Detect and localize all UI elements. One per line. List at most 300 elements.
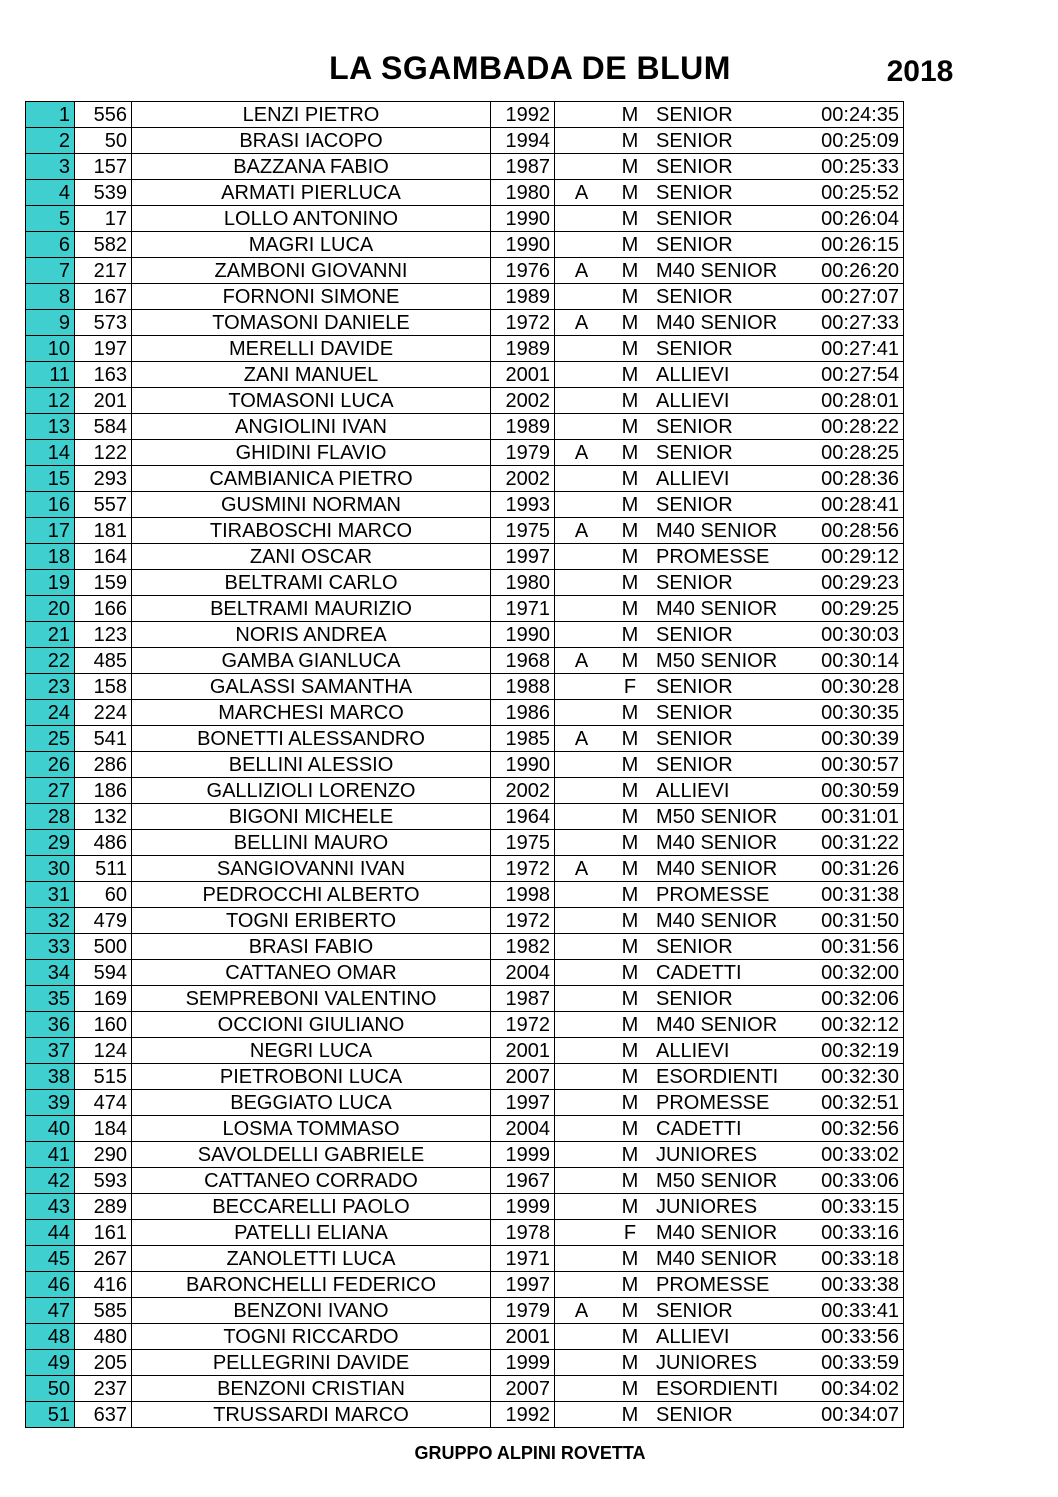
category-cell: SENIOR xyxy=(652,102,805,128)
finish-time-cell: 00:27:41 xyxy=(805,336,904,362)
sex-cell: M xyxy=(608,154,652,180)
finish-time-cell: 00:31:56 xyxy=(805,934,904,960)
bib-number-cell: 593 xyxy=(75,1168,132,1194)
finish-time-cell: 00:30:03 xyxy=(805,622,904,648)
table-row xyxy=(26,310,904,336)
sex-cell: M xyxy=(608,830,652,856)
bib-number-cell: 197 xyxy=(75,336,132,362)
table-row xyxy=(26,622,904,648)
sex-cell: M xyxy=(608,1194,652,1220)
category-cell: SENIOR xyxy=(652,752,805,778)
athlete-name-cell: BAZZANA FABIO xyxy=(132,154,491,180)
alpini-flag-cell xyxy=(555,466,609,492)
finish-time-cell: 00:28:36 xyxy=(805,466,904,492)
sex-cell: M xyxy=(608,206,652,232)
birth-year-cell: 2004 xyxy=(491,1116,555,1142)
bib-number-cell: 594 xyxy=(75,960,132,986)
table-row xyxy=(26,362,904,388)
birth-year-cell: 1972 xyxy=(491,856,555,882)
finish-time-cell: 00:28:25 xyxy=(805,440,904,466)
athlete-name-cell: CATTANEO CORRADO xyxy=(132,1168,491,1194)
category-cell: SENIOR xyxy=(652,1298,805,1324)
table-row xyxy=(26,1246,904,1272)
bib-number-cell: 541 xyxy=(75,726,132,752)
alpini-flag-cell xyxy=(555,700,609,726)
birth-year-cell: 1992 xyxy=(491,1402,555,1428)
finish-time-cell: 00:33:18 xyxy=(805,1246,904,1272)
sex-cell: M xyxy=(608,258,652,284)
finish-time-cell: 00:25:33 xyxy=(805,154,904,180)
birth-year-cell: 1999 xyxy=(491,1142,555,1168)
finish-time-cell: 00:32:12 xyxy=(805,1012,904,1038)
birth-year-cell: 1990 xyxy=(491,232,555,258)
position-cell: 38 xyxy=(26,1064,75,1090)
birth-year-cell: 1971 xyxy=(491,596,555,622)
birth-year-cell: 1999 xyxy=(491,1350,555,1376)
bib-number-cell: 582 xyxy=(75,232,132,258)
birth-year-cell: 2002 xyxy=(491,778,555,804)
table-row xyxy=(26,752,904,778)
category-cell: M40 SENIOR xyxy=(652,908,805,934)
bib-number-cell: 163 xyxy=(75,362,132,388)
bib-number-cell: 17 xyxy=(75,206,132,232)
finish-time-cell: 00:30:28 xyxy=(805,674,904,700)
finish-time-cell: 00:33:15 xyxy=(805,1194,904,1220)
athlete-name-cell: TOGNI RICCARDO xyxy=(132,1324,491,1350)
finish-time-cell: 00:30:35 xyxy=(805,700,904,726)
category-cell: M40 SENIOR xyxy=(652,596,805,622)
athlete-name-cell: BELTRAMI CARLO xyxy=(132,570,491,596)
position-cell: 39 xyxy=(26,1090,75,1116)
sex-cell: F xyxy=(608,1220,652,1246)
category-cell: SENIOR xyxy=(652,1402,805,1428)
category-cell: CADETTI xyxy=(652,960,805,986)
table-row xyxy=(26,726,904,752)
bib-number-cell: 539 xyxy=(75,180,132,206)
position-cell: 28 xyxy=(26,804,75,830)
category-cell: PROMESSE xyxy=(652,544,805,570)
sex-cell: M xyxy=(608,1402,652,1428)
position-cell: 5 xyxy=(26,206,75,232)
alpini-flag-cell xyxy=(555,336,609,362)
alpini-flag-cell xyxy=(555,882,609,908)
alpini-flag-cell xyxy=(555,830,609,856)
alpini-flag-cell xyxy=(555,206,609,232)
table-row xyxy=(26,232,904,258)
table-row xyxy=(26,700,904,726)
position-cell: 16 xyxy=(26,492,75,518)
bib-number-cell: 637 xyxy=(75,1402,132,1428)
table-row xyxy=(26,1038,904,1064)
sex-cell: M xyxy=(608,908,652,934)
position-cell: 7 xyxy=(26,258,75,284)
finish-time-cell: 00:31:01 xyxy=(805,804,904,830)
position-cell: 12 xyxy=(26,388,75,414)
position-cell: 17 xyxy=(26,518,75,544)
alpini-flag-cell xyxy=(555,986,609,1012)
position-cell: 27 xyxy=(26,778,75,804)
sex-cell: M xyxy=(608,648,652,674)
category-cell: SENIOR xyxy=(652,336,805,362)
sex-cell: M xyxy=(608,934,652,960)
sex-cell: M xyxy=(608,1324,652,1350)
table-row xyxy=(26,388,904,414)
position-cell: 45 xyxy=(26,1246,75,1272)
table-row xyxy=(26,1194,904,1220)
position-cell: 32 xyxy=(26,908,75,934)
table-row xyxy=(26,180,904,206)
sex-cell: M xyxy=(608,1116,652,1142)
table-row xyxy=(26,570,904,596)
sex-cell: M xyxy=(608,596,652,622)
category-cell: ALLIEVI xyxy=(652,778,805,804)
position-cell: 19 xyxy=(26,570,75,596)
alpini-flag-cell xyxy=(555,622,609,648)
athlete-name-cell: PATELLI ELIANA xyxy=(132,1220,491,1246)
bib-number-cell: 557 xyxy=(75,492,132,518)
category-cell: ALLIEVI xyxy=(652,388,805,414)
table-row xyxy=(26,856,904,882)
position-cell: 8 xyxy=(26,284,75,310)
position-cell: 33 xyxy=(26,934,75,960)
alpini-flag-cell xyxy=(555,128,609,154)
bib-number-cell: 511 xyxy=(75,856,132,882)
birth-year-cell: 2001 xyxy=(491,1038,555,1064)
table-row xyxy=(26,804,904,830)
finish-time-cell: 00:33:59 xyxy=(805,1350,904,1376)
alpini-flag-cell xyxy=(555,1194,609,1220)
birth-year-cell: 1997 xyxy=(491,544,555,570)
bib-number-cell: 160 xyxy=(75,1012,132,1038)
athlete-name-cell: ANGIOLINI IVAN xyxy=(132,414,491,440)
athlete-name-cell: CATTANEO OMAR xyxy=(132,960,491,986)
finish-time-cell: 00:34:07 xyxy=(805,1402,904,1428)
sex-cell: M xyxy=(608,986,652,1012)
finish-time-cell: 00:29:12 xyxy=(805,544,904,570)
sex-cell: M xyxy=(608,1350,652,1376)
birth-year-cell: 1989 xyxy=(491,284,555,310)
position-cell: 24 xyxy=(26,700,75,726)
table-row xyxy=(26,1298,904,1324)
alpini-flag-cell xyxy=(555,1324,609,1350)
position-cell: 42 xyxy=(26,1168,75,1194)
finish-time-cell: 00:24:35 xyxy=(805,102,904,128)
athlete-name-cell: ARMATI PIERLUCA xyxy=(132,180,491,206)
birth-year-cell: 1967 xyxy=(491,1168,555,1194)
category-cell: ALLIEVI xyxy=(652,466,805,492)
birth-year-cell: 1989 xyxy=(491,414,555,440)
birth-year-cell: 1997 xyxy=(491,1272,555,1298)
athlete-name-cell: BELLINI ALESSIO xyxy=(132,752,491,778)
category-cell: SENIOR xyxy=(652,570,805,596)
finish-time-cell: 00:32:00 xyxy=(805,960,904,986)
finish-time-cell: 00:32:06 xyxy=(805,986,904,1012)
bib-number-cell: 166 xyxy=(75,596,132,622)
birth-year-cell: 1990 xyxy=(491,206,555,232)
athlete-name-cell: PEDROCCHI ALBERTO xyxy=(132,882,491,908)
alpini-flag-cell xyxy=(555,1272,609,1298)
finish-time-cell: 00:31:50 xyxy=(805,908,904,934)
alpini-flag-cell xyxy=(555,1038,609,1064)
sex-cell: M xyxy=(608,388,652,414)
finish-time-cell: 00:27:33 xyxy=(805,310,904,336)
table-row xyxy=(26,154,904,180)
table-row xyxy=(26,1402,904,1428)
position-cell: 10 xyxy=(26,336,75,362)
birth-year-cell: 1972 xyxy=(491,908,555,934)
athlete-name-cell: MAGRI LUCA xyxy=(132,232,491,258)
finish-time-cell: 00:25:52 xyxy=(805,180,904,206)
finish-time-cell: 00:33:02 xyxy=(805,1142,904,1168)
alpini-flag-cell xyxy=(555,934,609,960)
finish-time-cell: 00:30:14 xyxy=(805,648,904,674)
category-cell: SENIOR xyxy=(652,934,805,960)
bib-number-cell: 186 xyxy=(75,778,132,804)
category-cell: SENIOR xyxy=(652,622,805,648)
finish-time-cell: 00:31:38 xyxy=(805,882,904,908)
bib-number-cell: 167 xyxy=(75,284,132,310)
table-row xyxy=(26,1272,904,1298)
category-cell: CADETTI xyxy=(652,1116,805,1142)
sex-cell: M xyxy=(608,1064,652,1090)
birth-year-cell: 1998 xyxy=(491,882,555,908)
position-cell: 44 xyxy=(26,1220,75,1246)
alpini-flag-cell xyxy=(555,1220,609,1246)
finish-time-cell: 00:28:01 xyxy=(805,388,904,414)
sex-cell: M xyxy=(608,1168,652,1194)
table-row xyxy=(26,778,904,804)
birth-year-cell: 1999 xyxy=(491,1194,555,1220)
finish-time-cell: 00:27:07 xyxy=(805,284,904,310)
athlete-name-cell: BONETTI ALESSANDRO xyxy=(132,726,491,752)
bib-number-cell: 585 xyxy=(75,1298,132,1324)
athlete-name-cell: ZAMBONI GIOVANNI xyxy=(132,258,491,284)
bib-number-cell: 224 xyxy=(75,700,132,726)
alpini-flag-cell xyxy=(555,1116,609,1142)
finish-time-cell: 00:26:04 xyxy=(805,206,904,232)
bib-number-cell: 289 xyxy=(75,1194,132,1220)
sex-cell: M xyxy=(608,1038,652,1064)
table-row xyxy=(26,986,904,1012)
alpini-flag-cell: A xyxy=(555,310,609,336)
finish-time-cell: 00:28:41 xyxy=(805,492,904,518)
alpini-flag-cell xyxy=(555,1246,609,1272)
finish-time-cell: 00:30:39 xyxy=(805,726,904,752)
alpini-flag-cell xyxy=(555,778,609,804)
position-cell: 41 xyxy=(26,1142,75,1168)
sex-cell: M xyxy=(608,1246,652,1272)
finish-time-cell: 00:31:26 xyxy=(805,856,904,882)
finish-time-cell: 00:30:59 xyxy=(805,778,904,804)
alpini-flag-cell xyxy=(555,102,609,128)
sex-cell: M xyxy=(608,492,652,518)
birth-year-cell: 2001 xyxy=(491,362,555,388)
sex-cell: M xyxy=(608,440,652,466)
category-cell: PROMESSE xyxy=(652,1272,805,1298)
bib-number-cell: 290 xyxy=(75,1142,132,1168)
table-row xyxy=(26,1090,904,1116)
birth-year-cell: 1976 xyxy=(491,258,555,284)
bib-number-cell: 164 xyxy=(75,544,132,570)
bib-number-cell: 169 xyxy=(75,986,132,1012)
table-row xyxy=(26,908,904,934)
sex-cell: M xyxy=(608,856,652,882)
sex-cell: M xyxy=(608,518,652,544)
table-row xyxy=(26,440,904,466)
birth-year-cell: 1975 xyxy=(491,830,555,856)
bib-number-cell: 217 xyxy=(75,258,132,284)
sex-cell: M xyxy=(608,466,652,492)
birth-year-cell: 1994 xyxy=(491,128,555,154)
sex-cell: M xyxy=(608,1272,652,1298)
category-cell: SENIOR xyxy=(652,284,805,310)
sex-cell: F xyxy=(608,674,652,700)
finish-time-cell: 00:34:02 xyxy=(805,1376,904,1402)
position-cell: 35 xyxy=(26,986,75,1012)
category-cell: ESORDIENTI xyxy=(652,1064,805,1090)
page-title: LA SGAMBADA DE BLUM xyxy=(329,50,731,86)
table-row xyxy=(26,1350,904,1376)
birth-year-cell: 1971 xyxy=(491,1246,555,1272)
finish-time-cell: 00:32:30 xyxy=(805,1064,904,1090)
position-cell: 36 xyxy=(26,1012,75,1038)
category-cell: M40 SENIOR xyxy=(652,1246,805,1272)
position-cell: 37 xyxy=(26,1038,75,1064)
bib-number-cell: 201 xyxy=(75,388,132,414)
athlete-name-cell: BARONCHELLI FEDERICO xyxy=(132,1272,491,1298)
athlete-name-cell: BENZONI IVANO xyxy=(132,1298,491,1324)
position-cell: 4 xyxy=(26,180,75,206)
alpini-flag-cell xyxy=(555,492,609,518)
alpini-flag-cell xyxy=(555,674,609,700)
birth-year-cell: 1979 xyxy=(491,440,555,466)
category-cell: JUNIORES xyxy=(652,1142,805,1168)
alpini-flag-cell xyxy=(555,232,609,258)
position-cell: 6 xyxy=(26,232,75,258)
athlete-name-cell: ZANOLETTI LUCA xyxy=(132,1246,491,1272)
category-cell: SENIOR xyxy=(652,154,805,180)
sex-cell: M xyxy=(608,1142,652,1168)
birth-year-cell: 2007 xyxy=(491,1064,555,1090)
table-row xyxy=(26,258,904,284)
athlete-name-cell: BENZONI CRISTIAN xyxy=(132,1376,491,1402)
bib-number-cell: 485 xyxy=(75,648,132,674)
birth-year-cell: 1964 xyxy=(491,804,555,830)
finish-time-cell: 00:28:56 xyxy=(805,518,904,544)
finish-time-cell: 00:31:22 xyxy=(805,830,904,856)
bib-number-cell: 293 xyxy=(75,466,132,492)
position-cell: 48 xyxy=(26,1324,75,1350)
athlete-name-cell: TRUSSARDI MARCO xyxy=(132,1402,491,1428)
category-cell: SENIOR xyxy=(652,674,805,700)
birth-year-cell: 1992 xyxy=(491,102,555,128)
bib-number-cell: 158 xyxy=(75,674,132,700)
category-cell: SENIOR xyxy=(652,232,805,258)
bib-number-cell: 474 xyxy=(75,1090,132,1116)
athlete-name-cell: GALASSI SAMANTHA xyxy=(132,674,491,700)
bib-number-cell: 479 xyxy=(75,908,132,934)
position-cell: 3 xyxy=(26,154,75,180)
birth-year-cell: 2004 xyxy=(491,960,555,986)
birth-year-cell: 1985 xyxy=(491,726,555,752)
position-cell: 15 xyxy=(26,466,75,492)
bib-number-cell: 123 xyxy=(75,622,132,648)
finish-time-cell: 00:32:51 xyxy=(805,1090,904,1116)
alpini-flag-cell xyxy=(555,1168,609,1194)
athlete-name-cell: BECCARELLI PAOLO xyxy=(132,1194,491,1220)
birth-year-cell: 1980 xyxy=(491,570,555,596)
alpini-flag-cell xyxy=(555,362,609,388)
table-row xyxy=(26,414,904,440)
results-body xyxy=(26,102,904,1428)
birth-year-cell: 1990 xyxy=(491,622,555,648)
position-cell: 21 xyxy=(26,622,75,648)
finish-time-cell: 00:33:38 xyxy=(805,1272,904,1298)
birth-year-cell: 1988 xyxy=(491,674,555,700)
bib-number-cell: 573 xyxy=(75,310,132,336)
finish-time-cell: 00:30:57 xyxy=(805,752,904,778)
table-row xyxy=(26,960,904,986)
table-row xyxy=(26,1168,904,1194)
position-cell: 46 xyxy=(26,1272,75,1298)
category-cell: M40 SENIOR xyxy=(652,310,805,336)
category-cell: M50 SENIOR xyxy=(652,804,805,830)
athlete-name-cell: PIETROBONI LUCA xyxy=(132,1064,491,1090)
bib-number-cell: 157 xyxy=(75,154,132,180)
athlete-name-cell: MARCHESI MARCO xyxy=(132,700,491,726)
category-cell: M40 SENIOR xyxy=(652,1012,805,1038)
athlete-name-cell: TOMASONI LUCA xyxy=(132,388,491,414)
finish-time-cell: 00:25:09 xyxy=(805,128,904,154)
sex-cell: M xyxy=(608,544,652,570)
alpini-flag-cell: A xyxy=(555,440,609,466)
category-cell: SENIOR xyxy=(652,414,805,440)
category-cell: PROMESSE xyxy=(652,1090,805,1116)
alpini-flag-cell: A xyxy=(555,518,609,544)
position-cell: 2 xyxy=(26,128,75,154)
sex-cell: M xyxy=(608,804,652,830)
birth-year-cell: 1993 xyxy=(491,492,555,518)
position-cell: 30 xyxy=(26,856,75,882)
sex-cell: M xyxy=(608,102,652,128)
bib-number-cell: 515 xyxy=(75,1064,132,1090)
category-cell: SENIOR xyxy=(652,440,805,466)
category-cell: M40 SENIOR xyxy=(652,518,805,544)
category-cell: M40 SENIOR xyxy=(652,856,805,882)
position-cell: 13 xyxy=(26,414,75,440)
table-row xyxy=(26,518,904,544)
bib-number-cell: 286 xyxy=(75,752,132,778)
category-cell: ALLIEVI xyxy=(652,1038,805,1064)
bib-number-cell: 159 xyxy=(75,570,132,596)
alpini-flag-cell xyxy=(555,1376,609,1402)
sex-cell: M xyxy=(608,1090,652,1116)
birth-year-cell: 1975 xyxy=(491,518,555,544)
bib-number-cell: 237 xyxy=(75,1376,132,1402)
athlete-name-cell: SEMPREBONI VALENTINO xyxy=(132,986,491,1012)
athlete-name-cell: GUSMINI NORMAN xyxy=(132,492,491,518)
table-row xyxy=(26,1324,904,1350)
sex-cell: M xyxy=(608,622,652,648)
athlete-name-cell: SANGIOVANNI IVAN xyxy=(132,856,491,882)
alpini-flag-cell: A xyxy=(555,856,609,882)
position-cell: 1 xyxy=(26,102,75,128)
birth-year-cell: 2002 xyxy=(491,466,555,492)
alpini-flag-cell xyxy=(555,908,609,934)
sex-cell: M xyxy=(608,128,652,154)
birth-year-cell: 1987 xyxy=(491,154,555,180)
athlete-name-cell: ZANI MANUEL xyxy=(132,362,491,388)
